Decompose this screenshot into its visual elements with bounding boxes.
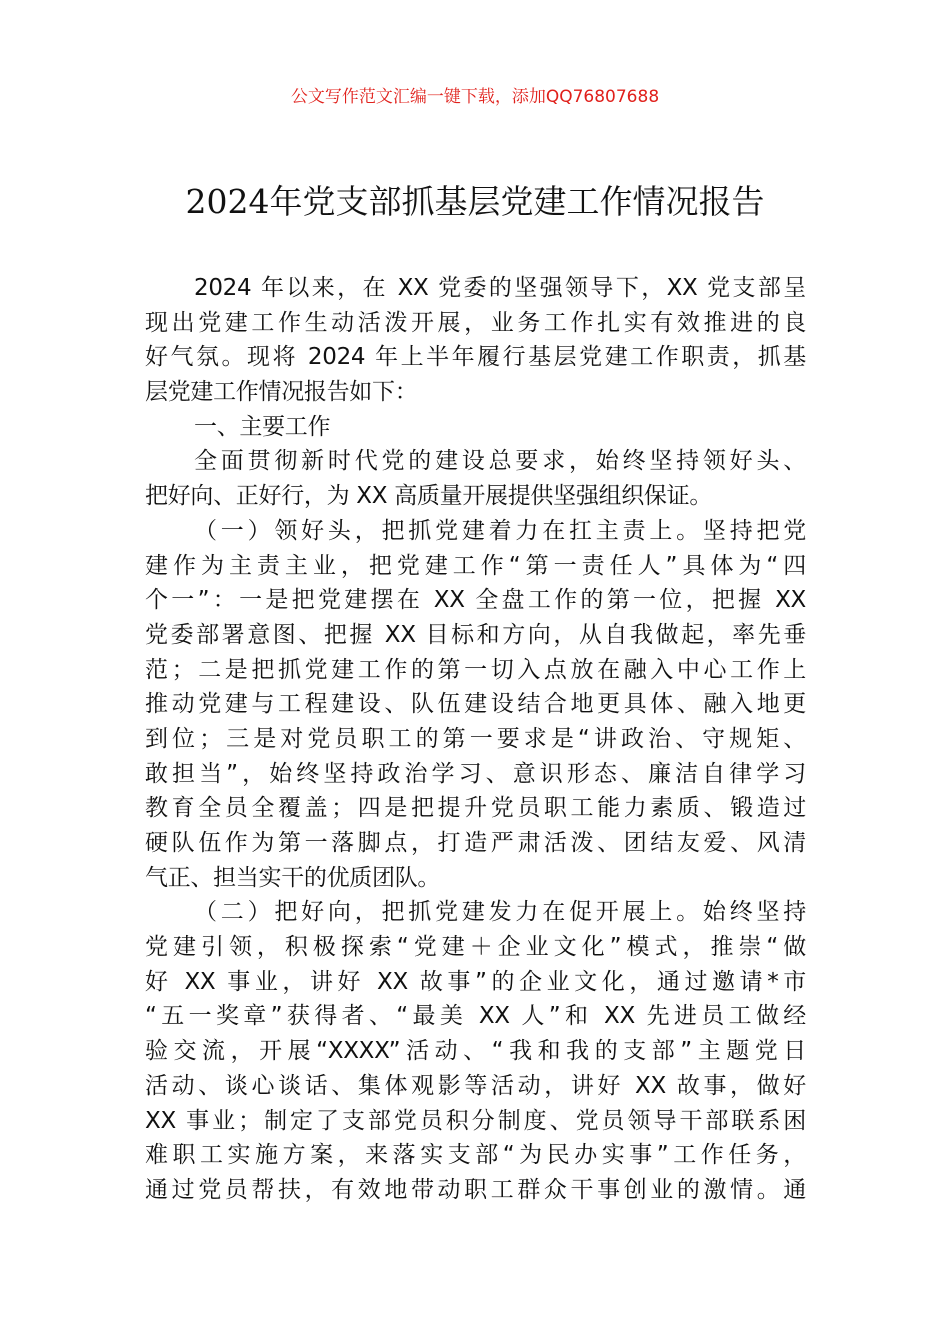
paragraph [145, 410, 806, 445]
paragraph [145, 444, 806, 513]
text-line: 个一”：一是把党建摆在 XX 全盘工作的第一位，把握 XX [145, 587, 806, 614]
text-line: “五一奖章”获得者、“最美 XX 人”和 XX 先进员工做经 [145, 1003, 806, 1030]
paragraph [145, 895, 806, 1207]
text-line: 气正、担当实干的优质团队。 [145, 864, 441, 891]
document-body [145, 271, 806, 1208]
text-line: XX 事业；制定了支部党员积分制度、党员领导干部联系困 [145, 1107, 806, 1134]
text-line: 建作为主责主业，把党建工作“第一责任人”具体为“四 [145, 552, 806, 579]
text-line: 把好向、正好行，为 XX 高质量开展提供坚强组织保证。 [145, 483, 713, 510]
paragraph [145, 514, 806, 896]
text-line: 党建引领，积极探索“党建＋企业文化”模式，推崇“做 [145, 934, 806, 961]
text-line: 敢担当”，始终坚持政治学习、意识形态、廉洁自律学习 [145, 760, 806, 787]
text-line: 全面贯彻新时代党的建设总要求，始终坚持领好头、 [194, 448, 806, 475]
text-line: 好气氛。现将 2024 年上半年履行基层党建工作职责，抓基 [145, 344, 806, 371]
text-line: 到位；三是对党员职工的第一要求是“讲政治、守规矩、 [145, 725, 806, 752]
text-line: （一）领好头，把抓党建着力在扛主责上。坚持把党 [194, 517, 806, 544]
text-line: 难职工实施方案，来落实支部“为民办实事”工作任务， [145, 1142, 806, 1169]
text-line: 验交流，开展“XXXX”活动、“我和我的支部”主题党日 [145, 1038, 806, 1065]
text-line: 通过党员帮扶，有效地带动职工群众干事创业的激情。通 [145, 1176, 806, 1203]
text-line: 教育全员全覆盖；四是把提升党员职工能力素质、锻造过 [145, 795, 806, 822]
text-line: 一、主要工作 [194, 413, 331, 440]
text-line: 好 XX 事业，讲好 XX 故事”的企业文化，通过邀请*市 [145, 968, 806, 995]
text-line: 层党建工作情况报告如下： [145, 379, 418, 406]
text-line: 范；二是把抓党建工作的第一切入点放在融入中心工作上 [145, 656, 806, 683]
document-title: 2024年党支部抓基层党建工作情况报告 [185, 182, 765, 221]
text-line: 现出党建工作生动活泼开展，业务工作扎实有效推进的良 [145, 309, 806, 336]
text-line: 党委部署意图、把握 XX 目标和方向，从自我做起，率先垂 [145, 621, 806, 648]
text-line: 活动、谈心谈话、集体观影等活动，讲好 XX 故事，做好 [145, 1072, 806, 1099]
text-line: 推动党建与工程建设、队伍建设结合地更具体、融入地更 [145, 691, 806, 718]
text-line: 2024 年以来，在 XX 党委的坚强领导下，XX 党支部呈 [194, 275, 806, 301]
text-line: （二）把好向，把抓党建发力在促开展上。始终坚持 [194, 899, 806, 926]
text-line: 硬队伍作为第一落脚点，打造严肃活泼、团结友爱、风清 [145, 830, 806, 856]
paragraph [145, 271, 806, 410]
promo-header: 公文写作范文汇编一键下载，添加QQ76807688 [290, 87, 660, 107]
